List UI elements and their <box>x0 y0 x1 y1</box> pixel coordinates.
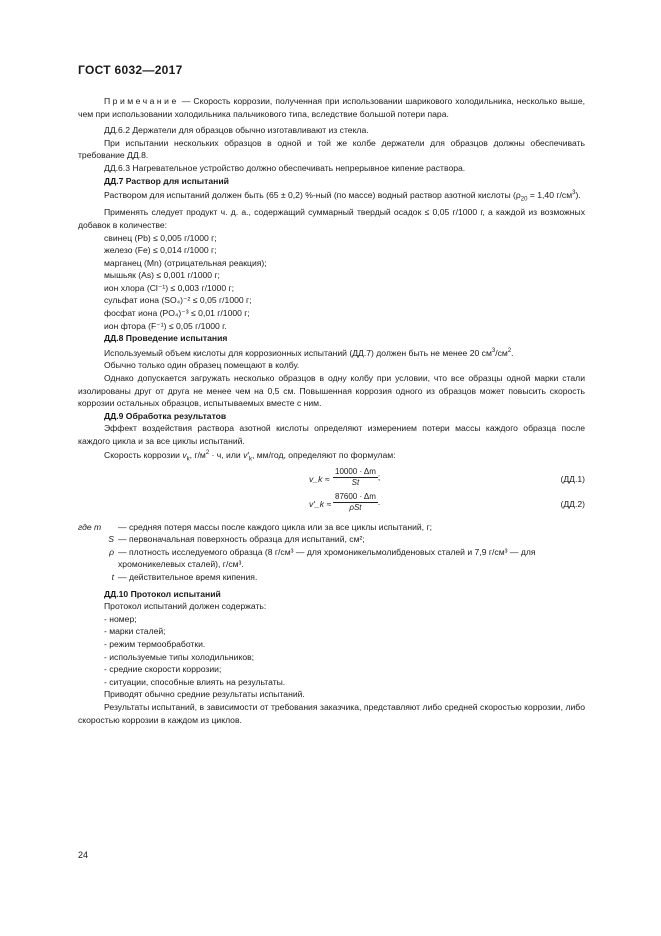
text-run: , г/м <box>189 450 206 461</box>
note-text: — Скорость коррозии, полученная при использовании шарикового холодильника, несколько выше, чем при использовании холодильника пальчикового типа, вследствие большой потери пара. <box>78 96 585 119</box>
superscript: 3 <box>572 190 576 197</box>
where-row <box>78 546 585 571</box>
clause-dd8-a <box>78 345 585 359</box>
formula-number: (ДД.1) <box>560 473 585 484</box>
subscript: k <box>186 457 190 464</box>
formula-expression <box>333 492 380 513</box>
text-run: /см <box>495 347 508 358</box>
list-item: мышьяк (As) ≤ 0,001 г/1000 г; <box>104 270 220 281</box>
list-item: - средние скорости коррозии; <box>104 664 222 675</box>
clause-dd8-c: Однако допускается загружать несколько образцов в одну колбу при условии, что все образцы одной марки стали изолированы друг от друга не менее чем на 0,5 см. Повышенная коррозия одного из образцов может повысить скорость коррозии остальных образцов, испытываемых вместе с ним. <box>78 372 585 409</box>
where-row <box>78 533 585 546</box>
page-body <box>78 95 585 726</box>
clause-dd10-a: Протокол испытаний должен содержать: <box>104 601 267 612</box>
section-heading-dd7: ДД.7 Раствор для испытаний <box>104 175 229 186</box>
where-symbol: ρ <box>109 546 114 557</box>
clause-dd63: ДД.6.3 Нагревательное устройство должно обеспечивать непрерывное кипение раствора. <box>104 162 466 173</box>
symbol: v <box>182 450 187 461</box>
text-run: Скорость коррозии <box>104 450 183 461</box>
clause-dd9-a: Эффект воздействия раствора азотной кислоты определяют измерением потери массы каждого образца после каждого цикла и за все циклы испытаний. <box>78 423 585 446</box>
clause-dd8-b: Обычно только один образец помещают в колбу. <box>104 360 300 371</box>
fraction <box>333 466 381 488</box>
text-run: Раствором для испытаний должен быть (65 ± 0,2) %-ный (по массе) водный раствор азотной кислоты (ρ <box>104 190 521 201</box>
where-table <box>78 521 585 584</box>
denominator: ρSt <box>349 502 362 512</box>
page-number: 24 <box>78 850 89 860</box>
section-heading-dd10: ДД.10 Протокол испытаний <box>104 588 221 599</box>
list-item: - марки сталей; <box>104 626 166 637</box>
formula-lhs: v′_k ≈ <box>309 498 332 509</box>
text-run: Используемый объем кислоты для коррозионных испытаний (ДД.7) должен быть не менее 20 см <box>104 347 492 358</box>
fraction <box>333 491 381 513</box>
list-item: ион хлора (Cl⁻¹) ≤ 0,003 г/1000 г; <box>104 282 235 293</box>
numerator: 10000 · Δm <box>335 466 376 476</box>
clause-dd9-b <box>78 447 585 466</box>
formula-tail: ; <box>377 471 381 482</box>
list-item: сульфат иона (SO₄)⁻² ≤ 0,05 г/1000 г; <box>104 295 252 306</box>
where-symbol: S <box>108 534 114 545</box>
list-item: железо (Fe) ≤ 0,014 г/1000 г; <box>104 245 217 256</box>
clause-dd7-b: Применять следует продукт ч. д. а., содержащий суммарный твердый осадок ≤ 0,05 г/1000 г, а каждой из возможных добавок в количестве: <box>78 207 585 230</box>
note-paragraph <box>78 95 585 120</box>
protocol-list <box>78 613 585 689</box>
clause-dd10-b: Приводят обычно средние результаты испытаний. <box>104 689 305 700</box>
clause-dd10-c: Результаты испытаний, в зависимости от требования заказчика, представляют либо средней скоростью коррозии, либо скоростью коррозии в каждом из циклов. <box>78 701 585 725</box>
where-row <box>78 521 585 534</box>
list-item: свинец (Pb) ≤ 0,005 г/1000 г; <box>104 232 217 243</box>
clause-dd62-b: При испытании нескольких образцов в одной и той же колбе держатели для образцов должны обеспечивать требование ДД.8. <box>78 137 585 161</box>
where-symbol: где m <box>78 521 102 532</box>
list-item: - используемые типы холодильников; <box>104 651 255 662</box>
superscript: 3 <box>491 347 496 354</box>
subscript: 20 <box>520 196 528 203</box>
list-item: - ситуации, способные влиять на результаты. <box>104 676 286 687</box>
superscript: 2 <box>205 450 210 457</box>
list-item: - номер; <box>104 613 137 624</box>
additives-list <box>78 232 585 333</box>
formula-lhs: v_k ≈ <box>309 473 330 484</box>
formula-tail: . <box>377 496 381 507</box>
formula-number: (ДД.2) <box>560 498 585 509</box>
text-run: = 1,40 г/см <box>527 190 573 201</box>
where-definition: — действительное время кипения. <box>118 572 258 583</box>
numerator: 87600 · Δm <box>335 491 376 501</box>
list-item: - режим термообработки. <box>104 638 206 649</box>
text-run: , мм/год, определяют по формулам: <box>252 450 396 461</box>
clause-dd62: ДД.6.2 Держатели для образцов обычно изготавливают из стекла. <box>104 125 369 136</box>
section-heading-dd8: ДД.8 Проведение испытания <box>104 333 228 344</box>
where-definition: — плотность исследуемого образца (8 г/см³ — для хромоникельмолибденовых сталей и 7,9 г/см³ — для хромоникелевых сталей), г/см³. <box>118 546 536 570</box>
list-item: ион фтора (F⁻¹) ≤ 0,05 г/1000 г. <box>104 320 227 331</box>
formula-expression <box>333 467 380 488</box>
formula-dd2 <box>78 492 585 517</box>
section-heading-dd9: ДД.9 Обработка результатов <box>104 410 227 421</box>
where-definition: — средняя потеря массы после каждого цикла или за все циклы испытаний, г; <box>118 521 432 532</box>
formula-dd1 <box>78 467 585 492</box>
note-label: Примечание <box>104 96 179 106</box>
list-item: марганец (Mn) (отрицательная реакция); <box>104 257 267 268</box>
where-row <box>78 571 585 584</box>
clause-dd7-a <box>78 187 585 206</box>
text-run: · ч, или <box>209 450 244 461</box>
where-symbol: t <box>111 572 114 583</box>
subscript: k <box>249 457 252 464</box>
document-header: ГОСТ 6032—2017 <box>78 63 183 77</box>
superscript: 2 <box>507 347 512 354</box>
text-run: ). <box>575 190 581 201</box>
text-run: . <box>511 347 514 358</box>
list-item: фосфат иона (PO₄)⁻³ ≤ 0,01 г/1000 г; <box>104 308 250 319</box>
symbol: v′ <box>243 450 249 461</box>
denominator: St <box>351 477 360 487</box>
where-definition: — первоначальная поверхность образца для испытаний, см²; <box>118 534 365 545</box>
